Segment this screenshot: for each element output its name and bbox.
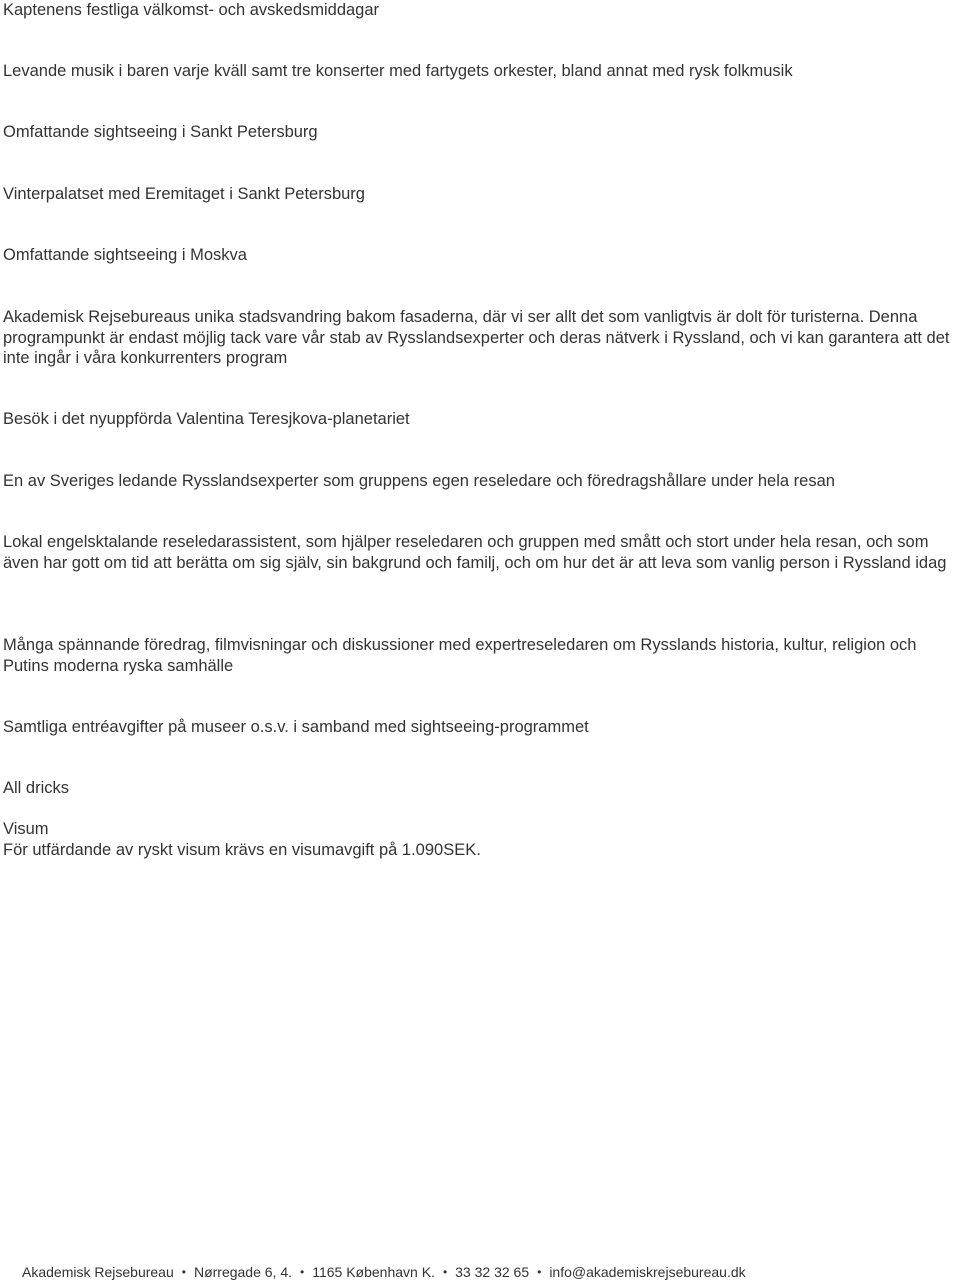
visa-section (3, 819, 958, 860)
footer-address: Nørregade 6, 4. (193, 1264, 293, 1280)
list-item: Omfattande sightseeing i Sankt Petersburg (3, 123, 318, 141)
list-item: All dricks (3, 779, 70, 797)
list-item: Omfattande sightseeing i Moskva (3, 246, 247, 264)
list-item: Besök i det nyuppförda Valentina Teresjkova-planetariet (3, 410, 410, 428)
list-item: Levande musik i baren varje kväll samt tre konserter med fartygets orkester, bland annat med rysk folkmusik (3, 62, 793, 80)
list-item: Många spännande föredrag, filmvisningar och diskussioner med expertreseledaren om Rysslands historia, kultur, religion och Putins moderna ryska samhälle (3, 636, 917, 675)
list-item: Vinterpalatset med Eremitaget i Sankt Petersburg (3, 185, 365, 203)
footer-separator: • (537, 1265, 542, 1279)
footer-email: info@akademiskrejsebureau.dk (549, 1264, 746, 1280)
list-item: Lokal engelsktalande reseledarassistent, som hjälper reseledaren och gruppen med smått och stort under hela resan, och som även har gott om tid att berätta om sig själv, sin bakgrund och familj, och om hur det är att leva som vanlig person i Ryssland idag (3, 533, 947, 572)
list-item: Akademisk Rejsebureaus unika stadsvandring bakom fasaderna, där vi ser allt det som vanligtvis är dolt för turisterna. Denna programpunkt är endast möjlig tack vare vår stab av Rysslandsexperter och deras nätverk i Ryssland, och vi kan garantera att det inte ingår i våra konkurrenters program (3, 308, 950, 367)
footer-phone: 33 32 32 65 (455, 1264, 530, 1280)
footer (22, 1263, 746, 1281)
list-item: En av Sveriges ledande Rysslandsexperter som gruppens egen reseledare och föredragshållare under hela resan (3, 472, 835, 490)
list-item: Samtliga entréavgifter på museer o.s.v. i samband med sightseeing-programmet (3, 718, 589, 736)
visa-text: För utfärdande av ryskt visum krävs en visumavgift på 1.090SEK. (3, 840, 481, 859)
footer-separator: • (442, 1265, 448, 1279)
visa-title: Visum (3, 820, 49, 838)
footer-city: 1165 København K. (312, 1264, 435, 1280)
footer-company: Akademisk Rejsebureau (22, 1264, 174, 1280)
footer-separator: • (181, 1265, 186, 1279)
footer-separator: • (300, 1265, 305, 1279)
list-item: Kaptenens festliga välkomst- och avskedsmiddagar (3, 1, 380, 19)
